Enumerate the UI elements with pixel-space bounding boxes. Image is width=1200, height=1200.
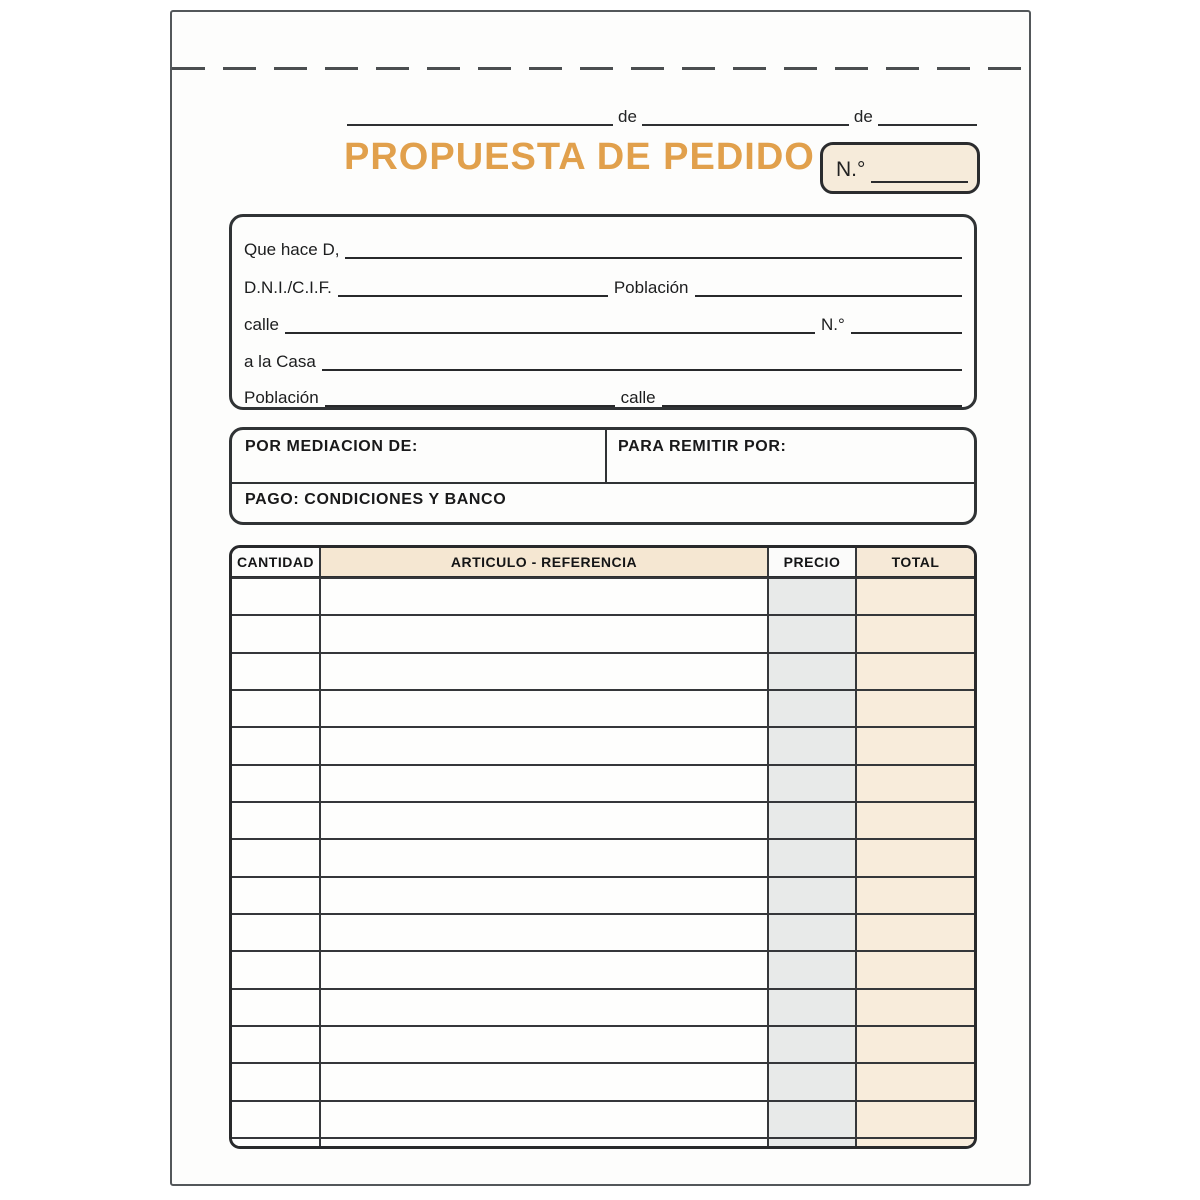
item-cell-total: [857, 726, 974, 763]
field-label: Que hace D,: [244, 240, 340, 259]
items-table: [229, 545, 977, 1149]
item-cell-articulo: [321, 764, 769, 801]
item-cell-articulo: [321, 1137, 769, 1146]
date-blank-line: [642, 100, 849, 126]
date-separator: de: [853, 107, 873, 126]
item-cell-total: [857, 577, 974, 614]
blank-line: [851, 308, 962, 334]
item-cell-precio: [769, 950, 857, 987]
item-cell-cantidad: [232, 950, 321, 987]
box-horizontal-divider: [232, 482, 974, 484]
item-cell-precio: [769, 652, 857, 689]
column-header-articulo: ARTICULO - REFERENCIA: [321, 548, 769, 577]
item-cell-cantidad: [232, 1100, 321, 1137]
blank-line: [322, 345, 962, 371]
blank-line: [325, 381, 615, 407]
box-vertical-divider: [605, 430, 607, 482]
item-cell-total: [857, 614, 974, 651]
customer-info-box: [229, 214, 977, 410]
item-cell-total: [857, 876, 974, 913]
item-cell-cantidad: [232, 1025, 321, 1062]
item-cell-total: [857, 1100, 974, 1137]
customer-name-row: [244, 233, 962, 259]
order-number-label: N.°: [836, 158, 866, 181]
casa-row: [244, 345, 962, 371]
item-cell-precio: [769, 764, 857, 801]
item-cell-total: [857, 652, 974, 689]
item-cell-total: [857, 913, 974, 950]
item-cell-articulo: [321, 577, 769, 614]
item-cell-articulo: [321, 689, 769, 726]
item-cell-total: [857, 1025, 974, 1062]
field-label: N.°: [820, 315, 845, 334]
mediation-label: POR MEDIACION DE:: [245, 438, 418, 455]
poblacion-calle-row: [244, 381, 962, 407]
item-cell-precio: [769, 689, 857, 726]
column-header-cantidad: CANTIDAD: [232, 548, 321, 577]
blank-line: [662, 381, 962, 407]
item-cell-articulo: [321, 652, 769, 689]
item-cell-total: [857, 1137, 974, 1146]
item-cell-precio: [769, 913, 857, 950]
item-cell-cantidad: [232, 1062, 321, 1099]
item-cell-total: [857, 801, 974, 838]
payment-conditions-label: PAGO: CONDICIONES Y BANCO: [245, 491, 507, 508]
item-cell-articulo: [321, 726, 769, 763]
item-cell-cantidad: [232, 913, 321, 950]
field-label: D.N.I./C.I.F.: [244, 278, 332, 297]
item-cell-articulo: [321, 1025, 769, 1062]
item-cell-cantidad: [232, 876, 321, 913]
remit-label: PARA REMITIR POR:: [618, 438, 787, 455]
item-cell-total: [857, 950, 974, 987]
dni-poblacion-row: [244, 271, 962, 297]
shipping-payment-box: [229, 427, 977, 525]
item-cell-articulo: [321, 876, 769, 913]
item-cell-cantidad: [232, 577, 321, 614]
item-cell-articulo: [321, 913, 769, 950]
item-cell-precio: [769, 614, 857, 651]
field-label: calle: [244, 315, 279, 334]
order-form-sheet: [170, 10, 1031, 1186]
item-cell-total: [857, 988, 974, 1025]
item-cell-cantidad: [232, 652, 321, 689]
item-cell-precio: [769, 577, 857, 614]
calle-numero-row: [244, 308, 962, 334]
item-cell-precio: [769, 876, 857, 913]
item-cell-precio: [769, 1137, 857, 1146]
item-cell-precio: [769, 988, 857, 1025]
field-label: a la Casa: [244, 352, 316, 371]
item-cell-precio: [769, 1025, 857, 1062]
form-title: PROPUESTA DE PEDIDO: [344, 136, 815, 178]
item-cell-cantidad: [232, 764, 321, 801]
date-line: [347, 100, 977, 126]
item-cell-precio: [769, 838, 857, 875]
item-cell-total: [857, 838, 974, 875]
order-number-box: [820, 142, 980, 194]
blank-line: [285, 308, 815, 334]
item-cell-total: [857, 764, 974, 801]
item-cell-precio: [769, 1062, 857, 1099]
order-number-blank-line: [871, 181, 968, 183]
item-cell-articulo: [321, 988, 769, 1025]
item-cell-cantidad: [232, 1137, 321, 1146]
blank-line: [695, 271, 962, 297]
item-cell-precio: [769, 726, 857, 763]
item-cell-precio: [769, 1100, 857, 1137]
item-cell-cantidad: [232, 801, 321, 838]
item-cell-cantidad: [232, 726, 321, 763]
item-cell-total: [857, 1062, 974, 1099]
date-blank-line: [878, 100, 977, 126]
field-label: Población: [244, 388, 319, 407]
field-label: calle: [620, 388, 656, 407]
item-cell-articulo: [321, 614, 769, 651]
item-cell-articulo: [321, 950, 769, 987]
item-cell-cantidad: [232, 838, 321, 875]
item-cell-cantidad: [232, 988, 321, 1025]
blank-line: [345, 233, 962, 259]
item-cell-articulo: [321, 838, 769, 875]
field-label: Población: [613, 278, 689, 297]
item-cell-articulo: [321, 1100, 769, 1137]
item-cell-articulo: [321, 1062, 769, 1099]
column-header-precio: PRECIO: [769, 548, 857, 577]
item-cell-articulo: [321, 801, 769, 838]
item-cell-total: [857, 689, 974, 726]
date-blank-line: [347, 100, 613, 126]
item-cell-cantidad: [232, 689, 321, 726]
blank-line: [338, 271, 608, 297]
perforation-line: [172, 67, 1029, 70]
item-cell-precio: [769, 801, 857, 838]
item-cell-cantidad: [232, 614, 321, 651]
date-separator: de: [618, 107, 637, 126]
column-header-total: TOTAL: [857, 548, 974, 577]
